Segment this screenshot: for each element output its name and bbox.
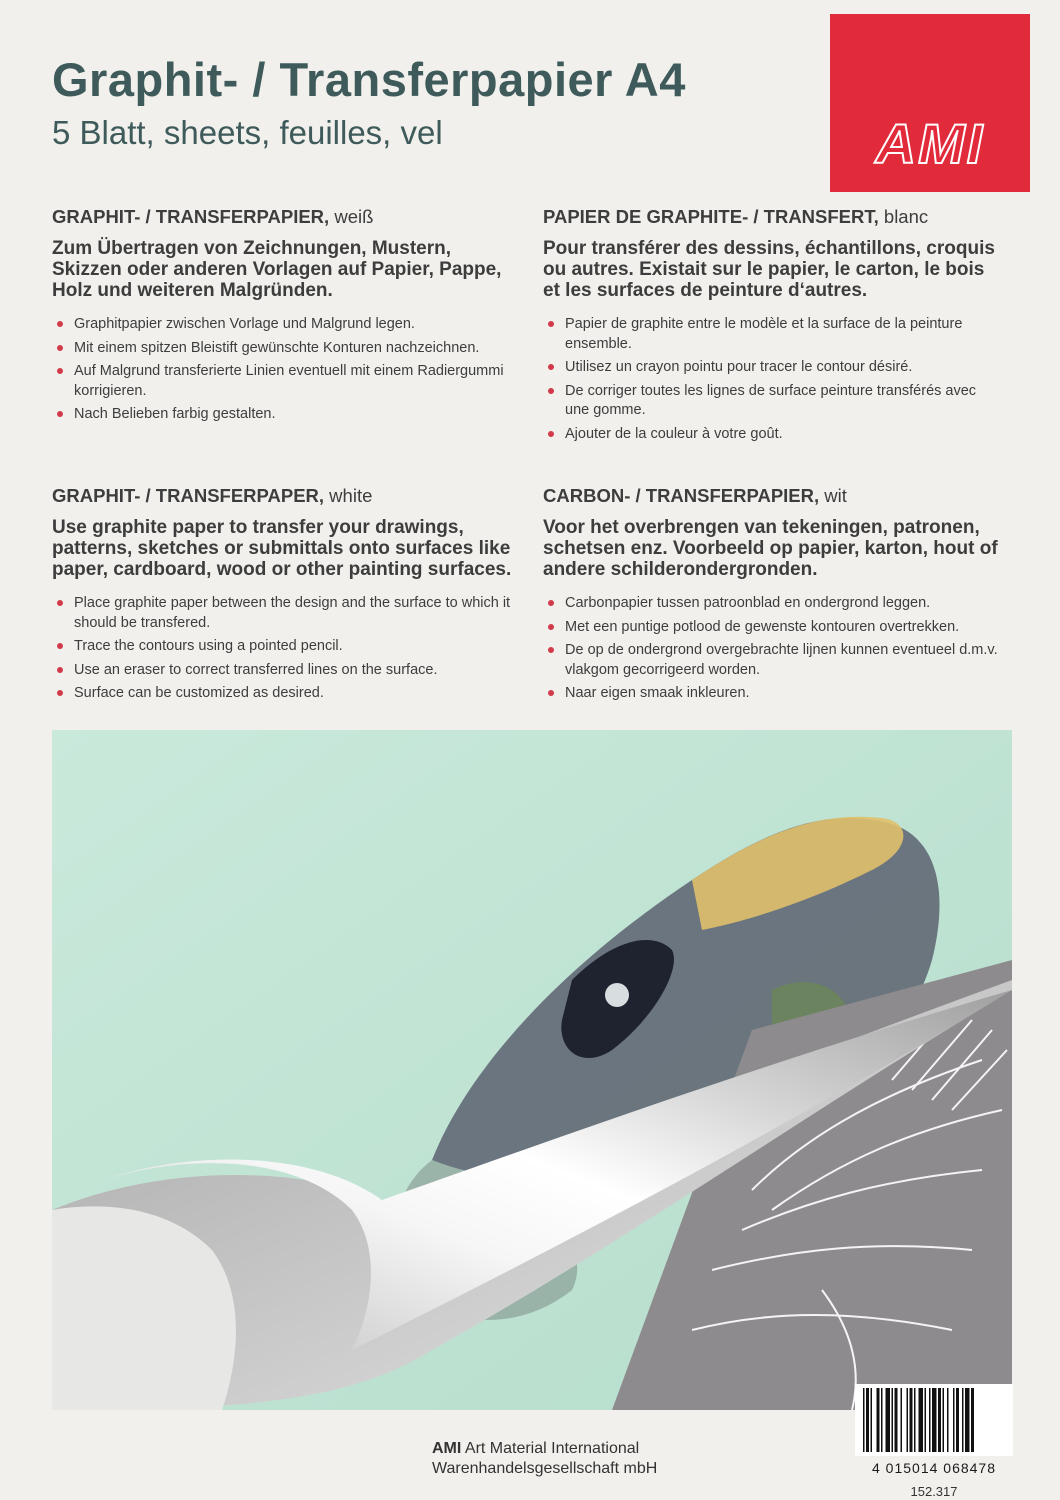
barcode-bar (919, 1388, 924, 1452)
list-item (52, 661, 512, 681)
bullet-dot (548, 690, 554, 696)
section-english (52, 485, 512, 708)
bullet-dot (548, 647, 554, 653)
bullet-list (52, 315, 512, 425)
list-item (52, 339, 512, 359)
bullet-dot (57, 321, 63, 327)
list-item-text: De corriger toutes les lignes de surface peinture transférés avec une gomme. (565, 382, 977, 418)
bullet-list (52, 594, 512, 704)
list-item-text: Nach Belieben farbig gestalten. (74, 406, 276, 422)
section-heading-color: wit (819, 485, 847, 506)
section-heading-color: blanc (878, 206, 929, 227)
list-item (52, 315, 512, 335)
product-title: Graphit- / Transferpapier A4 (52, 53, 686, 106)
barcode-bar (956, 1388, 959, 1452)
list-item-text: Met een puntige potlood de gewenste kontouren overtrekken. (565, 618, 960, 635)
shoe-eyelet (605, 983, 629, 1007)
ami-logo-block (830, 14, 1030, 192)
bullet-list (543, 594, 1003, 704)
list-item (543, 358, 1003, 378)
company-name (432, 1440, 639, 1458)
list-item-text: Surface can be customized as desired. (74, 685, 324, 701)
bullet-dot (57, 600, 63, 606)
company-name-rest: Art Material International (461, 1440, 640, 1457)
product-subtitle: 5 Blatt, sheets, feuilles, vel (52, 114, 443, 151)
ami-logo: AMI (875, 112, 985, 175)
ean-number: 4 015014 068478 (872, 1460, 996, 1476)
barcode-bar (932, 1388, 937, 1452)
section-heading-color: white (324, 485, 373, 506)
bullet-dot (57, 667, 63, 673)
list-item-text: Papier de graphite entre le modèle et la surface de la peinture ensemble. (565, 316, 963, 352)
barcode-bar (877, 1388, 880, 1452)
bullet-dot (548, 600, 554, 606)
section-heading-bold: PAPIER DE GRAPHITE- / TRANSFERT, (543, 206, 879, 227)
bullet-dot (57, 345, 63, 351)
list-item-text: Use an eraser to correct transferred lines on the surface. (74, 661, 438, 678)
list-item-text: Utilisez un crayon pointu pour tracer le contour désiré. (565, 359, 913, 375)
bullet-dot (548, 388, 554, 394)
company-brand: AMI (432, 1440, 462, 1457)
list-item-text: Auf Malgrund transferierte Linien eventuell mit einem Radiergummi korrigieren. (74, 363, 504, 399)
section-heading-color: weiß (329, 206, 374, 227)
barcode-bar (881, 1388, 883, 1452)
watercolor-illustration (52, 730, 1012, 1410)
barcode-bar (886, 1388, 891, 1452)
section-heading-bold: CARBON- / TRANSFERPAPIER, (543, 485, 820, 506)
list-item (52, 405, 512, 425)
bullet-dot (548, 321, 554, 327)
bullet-list (543, 315, 1003, 444)
list-item-text: Trace the contours using a pointed pencil. (74, 638, 343, 654)
list-item (543, 641, 1003, 680)
bullet-dot (548, 364, 554, 370)
barcode-bar (925, 1388, 927, 1452)
list-item (543, 594, 1003, 614)
section-dutch (543, 485, 1003, 708)
barcode-bar (895, 1388, 898, 1452)
section-heading-bold: GRAPHIT- / TRANSFERPAPIER, (52, 206, 330, 227)
list-item (52, 684, 512, 704)
barcode-bar (863, 1388, 865, 1452)
list-item (52, 362, 512, 401)
barcode-bars (855, 1384, 1013, 1456)
section-intro: Voor het overbrengen van tekeningen, patronen, schetsen enz. Voorbeeld op papier, karton, hout of andere schilderondergronden. (543, 517, 998, 580)
section-intro: Zum Übertragen von Zeichnungen, Mustern, Skizzen oder anderen Vorlagen auf Papier, Pappe, Holz und weiteren Malgründen. (52, 238, 502, 301)
barcode-bar (943, 1388, 945, 1452)
section-german (52, 206, 512, 429)
list-item-text: Naar eigen smaak inkleuren. (565, 685, 750, 701)
barcode-bar (962, 1388, 964, 1452)
bullet-dot (57, 368, 63, 374)
barcode (855, 1384, 1013, 1456)
barcode-bar (971, 1388, 974, 1452)
barcode-bar (871, 1388, 873, 1452)
bullet-dot (548, 431, 554, 437)
list-item (543, 425, 1003, 445)
list-item-text: Mit einem spitzen Bleistift gewünschte Konturen nachzeichnen. (74, 339, 480, 356)
list-item-text: Place graphite paper between the design and the surface to which it should be transfered. (74, 595, 511, 631)
list-item-text: De op de ondergrond overgebrachte lijnen kunnen eventueel d.m.v. vlakgom gecorrigeerd worden. (565, 642, 998, 678)
barcode-bar (901, 1388, 903, 1452)
barcode-bar (910, 1388, 913, 1452)
bullet-dot (548, 624, 554, 630)
illustration-svg (52, 730, 1012, 1410)
barcode-bar (866, 1388, 869, 1452)
barcode-bar (965, 1388, 970, 1452)
section-heading (52, 206, 512, 228)
section-heading (543, 485, 1003, 507)
company-legal-name: Warenhandelsgesellschaft mbH (432, 1460, 658, 1477)
section-heading (543, 206, 1003, 228)
barcode-bar (953, 1388, 955, 1452)
bullet-dot (57, 690, 63, 696)
list-item-text: Carbonpapier tussen patroonblad en ondergrond leggen. (565, 595, 931, 611)
list-item (52, 637, 512, 657)
section-heading-bold: GRAPHIT- / TRANSFERPAPER, (52, 485, 325, 506)
barcode-bar (947, 1388, 949, 1452)
list-item (543, 684, 1003, 704)
section-french (543, 206, 1003, 448)
barcode-bar (929, 1388, 931, 1452)
section-heading (52, 485, 512, 507)
barcode-bar (938, 1388, 941, 1452)
list-item-text: Ajouter de la couleur à votre goût. (565, 425, 783, 442)
section-intro: Use graphite paper to transfer your drawings, patterns, sketches or submittals onto surfaces like paper, cardboard, wood or other painting surfaces. (52, 517, 512, 580)
barcode-bar (914, 1388, 916, 1452)
list-item (543, 618, 1003, 638)
list-item (543, 315, 1003, 354)
barcode-bar (907, 1388, 909, 1452)
list-item (52, 594, 512, 633)
bullet-dot (57, 411, 63, 417)
article-number: 152.317 (910, 1484, 958, 1499)
barcode-bar (892, 1388, 894, 1452)
list-item-text: Graphitpapier zwischen Vorlage und Malgrund legen. (74, 316, 415, 332)
section-intro: Pour transférer des dessins, échantillons, croquis ou autres. Existait sur le papier, le carton, le bois et les surfaces de peinture d‘autres. (543, 238, 995, 301)
bullet-dot (57, 643, 63, 649)
list-item (543, 382, 1003, 421)
